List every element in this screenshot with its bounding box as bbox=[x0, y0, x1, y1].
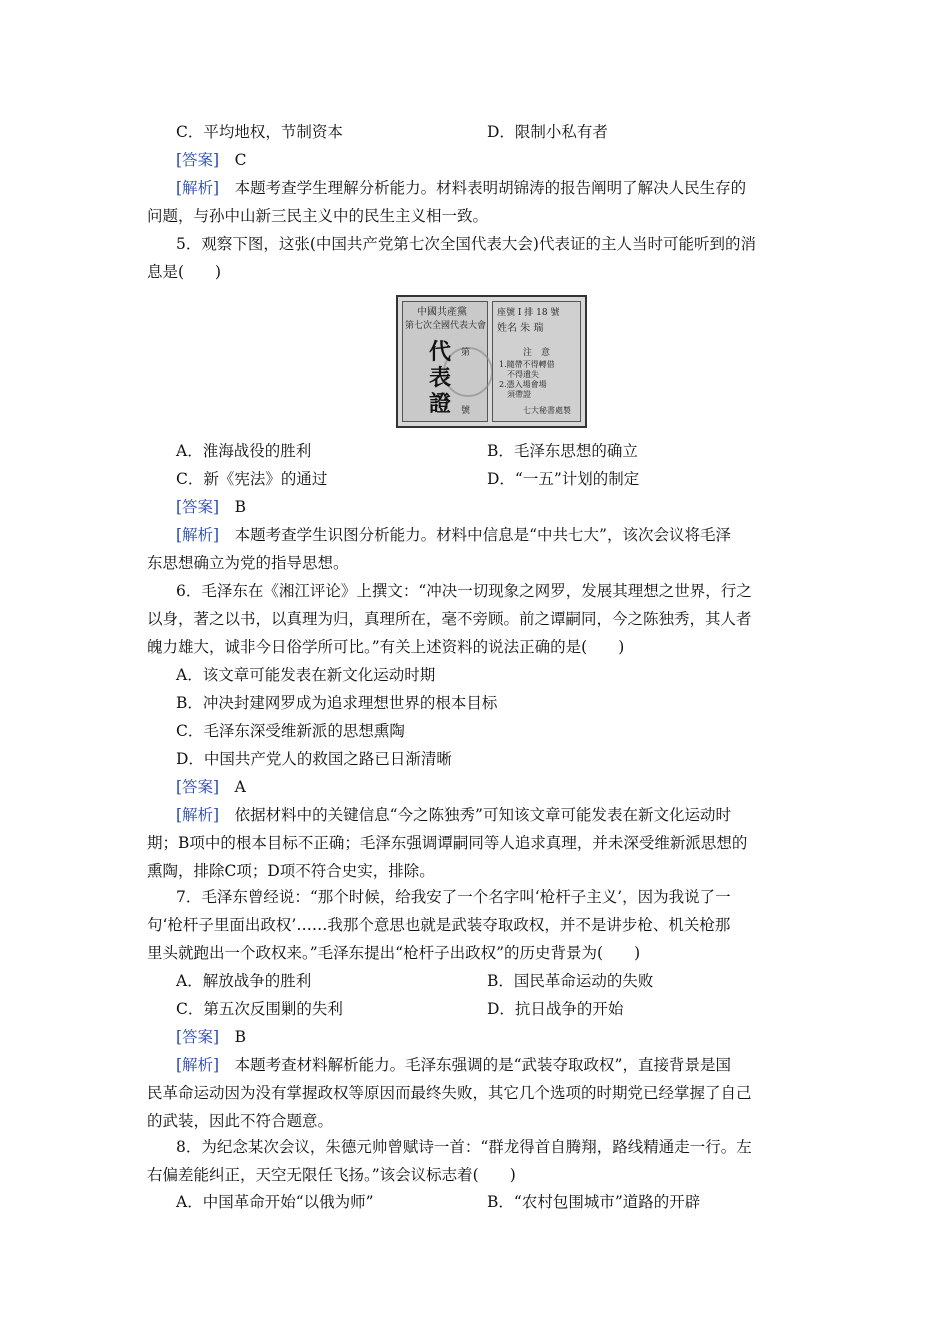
q5-option-a: A．淮海战役的胜利 bbox=[176, 442, 312, 460]
q7-answer bbox=[176, 1027, 246, 1047]
card-title-2: 第七次全國代表大會 bbox=[405, 321, 487, 331]
answer-value: B bbox=[234, 498, 247, 516]
q7-stem-line1: 7．毛泽东曾经说：“那个时候，给我安了一个名字叫‘枪杆子主义’，因为我说了一 bbox=[176, 888, 731, 906]
q8-stem-line2: 右偏差能纠正，天空无限任飞扬。”该会议标志着( ) bbox=[147, 1166, 516, 1184]
q5-stem-line1: 5．观察下图，这张(中国共产党第七次全国代表大会)代表证的主人当时可能听到的消 bbox=[176, 235, 756, 253]
q6-answer bbox=[176, 777, 246, 797]
analysis-tag: [解析] bbox=[176, 1056, 220, 1074]
card-char-2: 表 bbox=[429, 365, 452, 391]
q5-analysis-line2: 东思想确立为党的指导思想。 bbox=[147, 554, 349, 572]
analysis-text: 本题考查材料解析能力。毛泽东强调的是“武装夺取政权”，直接背景是国 bbox=[234, 1056, 731, 1074]
card-right-panel bbox=[492, 301, 581, 422]
q6-option-b: B．冲决封建网罗成为追求理想世界的根本目标 bbox=[176, 694, 498, 712]
card-notice-title: 注 意 bbox=[523, 348, 551, 358]
card-notice-3: 2.憑入場會場 bbox=[499, 380, 547, 389]
q8-stem-line1: 8．为纪念某次会议，朱德元帅曾赋诗一首：“群龙得首自腾翔，路线精通走一行。左 bbox=[176, 1138, 752, 1156]
answer-value: A bbox=[234, 778, 246, 796]
q8-option-b: B．“农村包围城市”道路的开辟 bbox=[487, 1193, 701, 1211]
card-char-1: 代 bbox=[429, 339, 452, 365]
q7-option-c: C．第五次反围剿的失利 bbox=[176, 1000, 343, 1018]
analysis-tag: [解析] bbox=[176, 179, 220, 197]
card-seat-no: 座號 Ⅰ 排 18 號 bbox=[497, 308, 560, 318]
q6-analysis-line1 bbox=[176, 805, 731, 825]
analysis-tag: [解析] bbox=[176, 526, 220, 544]
q7-analysis-line2: 民革命运动因为没有掌握政权等原因而最终失败，其它几个选项的时期党已经掌握了自己 bbox=[147, 1084, 752, 1102]
q7-analysis-line1 bbox=[176, 1055, 731, 1075]
q6-analysis-line3: 熏陶，排除C项；D项不符合史实，排除。 bbox=[147, 862, 435, 880]
card-notice-1: 1.隨帶不得轉借 bbox=[499, 360, 555, 369]
q6-analysis-line2: 期；B项中的根本目标不正确；毛泽东强调谭嗣同等人追求真理，并未深受维新派思想的 bbox=[147, 834, 748, 852]
card-no-suffix: 號 bbox=[461, 406, 471, 416]
analysis-tag: [解析] bbox=[176, 806, 220, 824]
q6-option-a: A．该文章可能发表在新文化运动时期 bbox=[176, 666, 436, 684]
q5-analysis-line1 bbox=[176, 525, 731, 545]
card-issuer: 七大秘書處製 bbox=[523, 406, 571, 415]
card-notice-2: 不得遺失 bbox=[499, 370, 539, 379]
q5-option-d: D．“一五”计划的制定 bbox=[487, 470, 640, 488]
delegate-card-image bbox=[396, 295, 587, 428]
q4-analysis-line1 bbox=[176, 178, 746, 198]
q6-option-c: C．毛泽东深受维新派的思想熏陶 bbox=[176, 722, 405, 740]
q6-stem-line2: 以身，著之以书，以真理为归，真理所在，毫不旁顾。前之谭嗣同，今之陈独秀，其人者 bbox=[147, 610, 752, 628]
card-title-1: 中國共產黨 bbox=[417, 307, 467, 318]
q5-option-b: B．毛泽东思想的确立 bbox=[487, 442, 638, 460]
analysis-text: 依据材料中的关键信息“今之陈独秀”可知该文章可能发表在新文化运动时 bbox=[234, 806, 731, 824]
q4-analysis-line2: 问题，与孙中山新三民主义中的民生主义相一致。 bbox=[147, 207, 489, 225]
q6-stem-line1: 6．毛泽东在《湘江评论》上撰文：“冲决一切现象之网罗，发展其理想之世界，行之 bbox=[176, 582, 752, 600]
card-char-3: 證 bbox=[429, 391, 452, 417]
card-left-panel bbox=[402, 301, 488, 422]
q5-answer bbox=[176, 497, 246, 517]
q8-option-a: A．中国革命开始“以俄为师” bbox=[176, 1193, 374, 1211]
q7-option-b: B．国民革命运动的失败 bbox=[487, 972, 654, 990]
q4-answer bbox=[176, 150, 247, 170]
q7-analysis-line3: 的武装，因此不符合题意。 bbox=[147, 1112, 334, 1130]
analysis-text: 本题考查学生理解分析能力。材料表明胡锦涛的报告阐明了解决人民生存的 bbox=[234, 179, 747, 197]
q7-option-d: D．抗日战争的开始 bbox=[487, 1000, 624, 1018]
answer-tag: [答案] bbox=[176, 1028, 220, 1046]
answer-value: B bbox=[234, 1028, 247, 1046]
answer-tag: [答案] bbox=[176, 778, 220, 796]
answer-tag: [答案] bbox=[176, 498, 220, 516]
q5-option-c: C．新《宪法》的通过 bbox=[176, 470, 328, 488]
q7-stem-line2: 句‘枪杆子里面出政权’……我那个意思也就是武装夺取政权，并不是讲步枪、机关枪那 bbox=[147, 916, 731, 934]
q7-stem-line3: 里头就跑出一个政权来。”毛泽东提出“枪杆子出政权”的历史背景为( ) bbox=[147, 944, 641, 962]
card-no-label: 第 bbox=[461, 348, 471, 358]
q4-option-c: C．平均地权，节制资本 bbox=[176, 123, 343, 141]
answer-value: C bbox=[234, 151, 247, 169]
answer-tag: [答案] bbox=[176, 151, 220, 169]
q4-option-d: D．限制小私有者 bbox=[487, 123, 608, 141]
card-name: 姓名 朱 瑞 bbox=[497, 323, 544, 334]
q5-stem-line2: 息是( ) bbox=[147, 263, 222, 281]
q6-option-d: D．中国共产党人的救国之路已日渐清晰 bbox=[176, 750, 452, 768]
q6-stem-line3: 魄力雄大，诚非今日俗学所可比。”有关上述资料的说法正确的是( ) bbox=[147, 638, 625, 656]
analysis-text: 本题考查学生识图分析能力。材料中信息是“中共七大”，该次会议将毛泽 bbox=[234, 526, 731, 544]
card-notice-4: 須帶證 bbox=[499, 390, 531, 399]
q7-option-a: A．解放战争的胜利 bbox=[176, 972, 312, 990]
